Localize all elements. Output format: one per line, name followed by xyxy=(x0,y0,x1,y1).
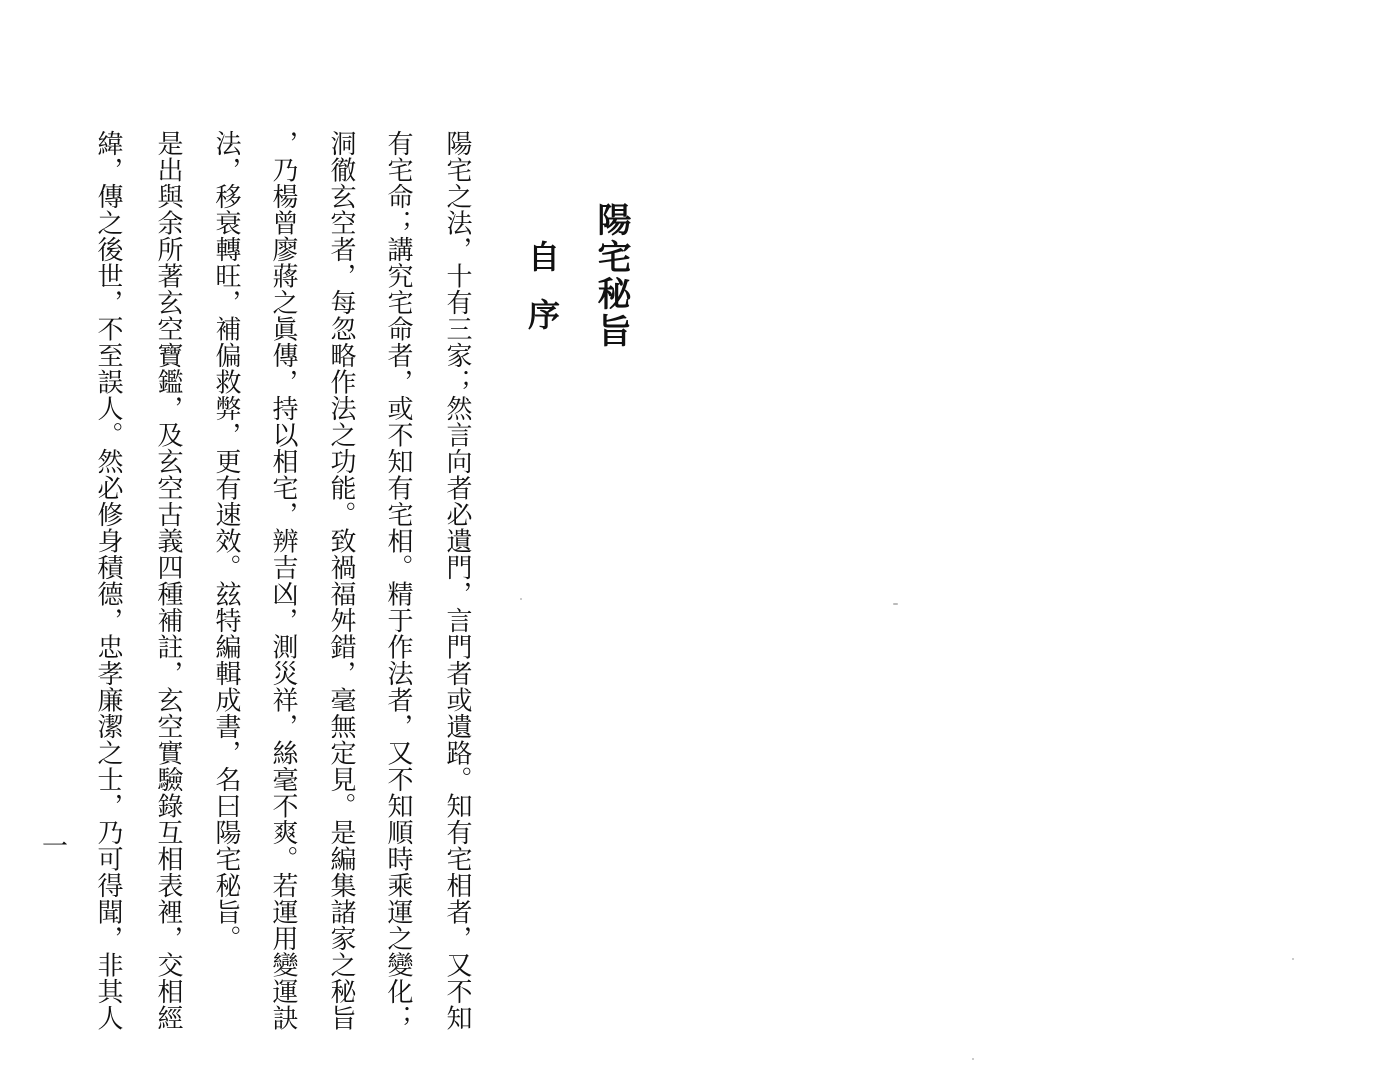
scan-speck xyxy=(893,603,898,605)
preface-heading: 自序 xyxy=(523,240,561,356)
text-column-7: 緯，傳之後世，不至誤人。然必修身積德，忠孝廉潔之士，乃可得聞，非其人 xyxy=(93,130,123,1031)
book-title: 陽宅秘旨 xyxy=(591,202,631,350)
text-column-2: 有宅命；講究宅命者，或不知有宅相。精于作法者，又不知順時乘運之變化； xyxy=(383,130,413,1031)
page-number xyxy=(42,832,69,862)
text-column-1: 陽宅之法，十有三家；然言向者必遺門，言門者或遺路。知有宅相者，又不知 xyxy=(442,130,472,1031)
text-column-6: 是出與余所著玄空寶鑑，及玄空古義四種補註，玄空實驗錄互相表裡，交相經 xyxy=(153,130,183,1031)
scan-speck xyxy=(520,598,522,600)
scan-speck xyxy=(972,1058,974,1060)
text-column-4: ，乃楊曾廖蔣之眞傳，持以相宅，辨吉凶，測災祥，絲毫不爽。若運用變運訣 xyxy=(268,130,298,1031)
text-column-5: 法，移衰轉旺，補偏救弊，更有速效。玆特編輯成書，名曰陽宅秘旨。 xyxy=(211,130,241,952)
page-number-text: 一 xyxy=(42,832,69,862)
text-column-3: 洞徹玄空者，每忽略作法之功能。致禍福舛錯，毫無定見。是編集諸家之秘旨 xyxy=(326,130,356,1031)
scan-speck xyxy=(1292,958,1294,960)
